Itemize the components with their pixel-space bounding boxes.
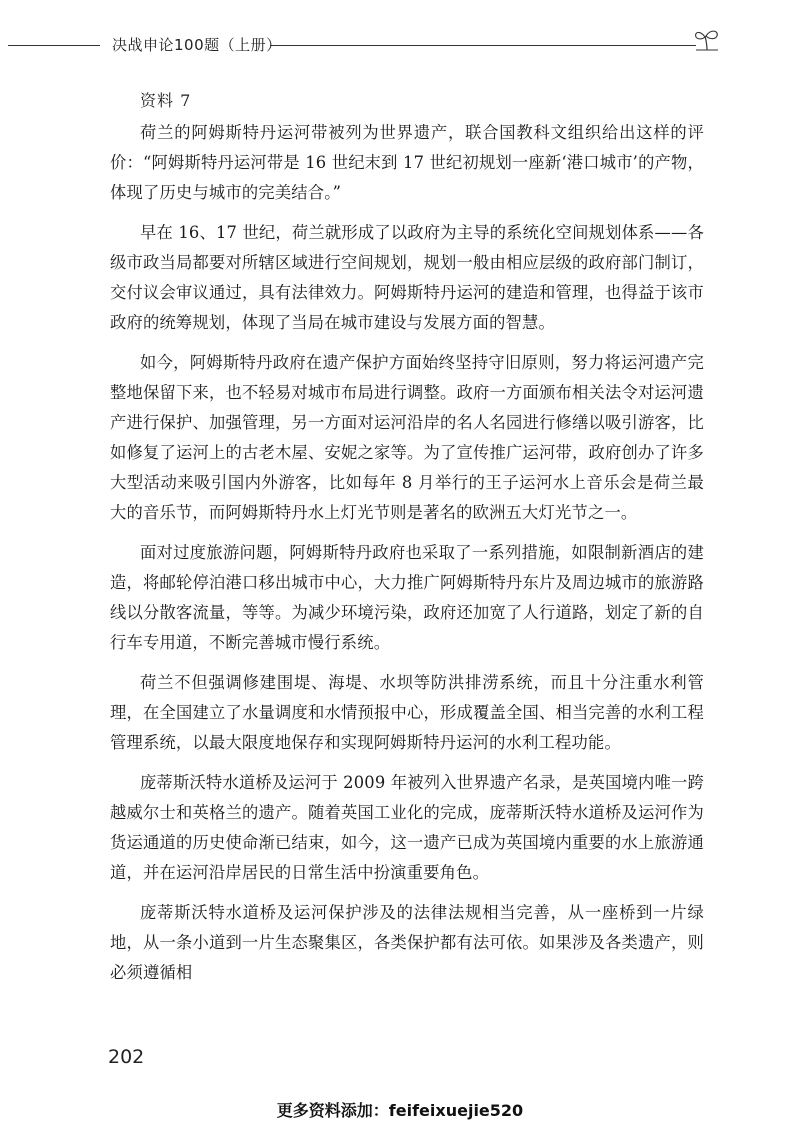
- paragraph: 庞蒂斯沃特水道桥及运河于 2009 年被列入世界遗产名录，是英国境内唯一跨越威尔士和英格兰的遗产。随着英国工业化的完成，庞蒂斯沃特水道桥及运河作为货运通道的历史使命渐已结束，如今，这一遗产已成为英国境内重要的水上旅游通道，并在运河沿岸居民的日常生活中扮演重要角色。: [110, 773, 704, 882]
- section-label: 资料 7: [140, 91, 192, 110]
- footer-note: 更多资料添加：feifeixuejie520: [276, 1101, 524, 1120]
- paragraph: 早在 16、17 世纪，荷兰就形成了以政府为主导的系统化空间规划体系——各级市政当局都要对所辖区域进行空间规划，规划一般由相应层级的政府部门制订，交付议会审议通过，具有法律效力。阿姆斯特丹运河的建造和管理，也得益于该市政府的统筹规划，体现了当局在城市建设与发展方面的智慧。: [110, 223, 704, 332]
- book-title: 决战申论100题（上册）: [112, 36, 282, 54]
- paragraph: 荷兰的阿姆斯特丹运河带被列为世界遗产，联合国教科文组织给出这样的评价：“阿姆斯特丹运河带是 16 世纪末到 17 世纪初规划一座新‘港口城市’的产物，体现了历史与城市的完美结合。”: [110, 123, 704, 202]
- page-number: 202: [108, 1046, 145, 1068]
- paragraph: 面对过度旅游问题，阿姆斯特丹政府也采取了一系列措施，如限制新酒店的建造，将邮轮停泊港口移出城市中心，大力推广阿姆斯特丹东片及周边城市的旅游路线以分散客流量，等等。为减少环境污染，政府还加宽了人行道路，划定了新的自行车专用道，不断完善城市慢行系统。: [110, 543, 704, 652]
- running-header: [8, 32, 720, 58]
- header-rule-right: [270, 45, 696, 46]
- paragraph: 荷兰不但强调修建围堤、海堤、水坝等防洪排涝系统，而且十分注重水利管理，在全国建立了水量调度和水情预报中心，形成覆盖全国、相当完善的水利工程管理系统，以最大限度地保存和实现阿姆斯特丹运河的水利工程功能。: [110, 673, 704, 752]
- header-rule-left: [8, 45, 100, 46]
- page-body: [110, 84, 704, 998]
- sprout-icon: [692, 26, 722, 54]
- paragraph: 如今，阿姆斯特丹政府在遗产保护方面始终坚持守旧原则，努力将运河遗产完整地保留下来，也不轻易对城市布局进行调整。政府一方面颁布相关法令对运河遗产进行保护、加强管理，另一方面对运河沿岸的名人名园进行修缮以吸引游客，比如修复了运河上的古老木屋、安妮之家等。为了宣传推广运河带，政府创办了许多大型活动来吸引国内外游客，比如每年 8 月举行的王子运河水上音乐会是荷兰最大的音乐节，而阿姆斯特丹水上灯光节则是著名的欧洲五大灯光节之一。: [110, 353, 704, 522]
- paragraph: 庞蒂斯沃特水道桥及运河保护涉及的法律法规相当完善，从一座桥到一片绿地，从一条小道到一片生态聚集区，各类保护都有法可依。如果涉及各类遗产，则必须遵循相: [110, 903, 704, 982]
